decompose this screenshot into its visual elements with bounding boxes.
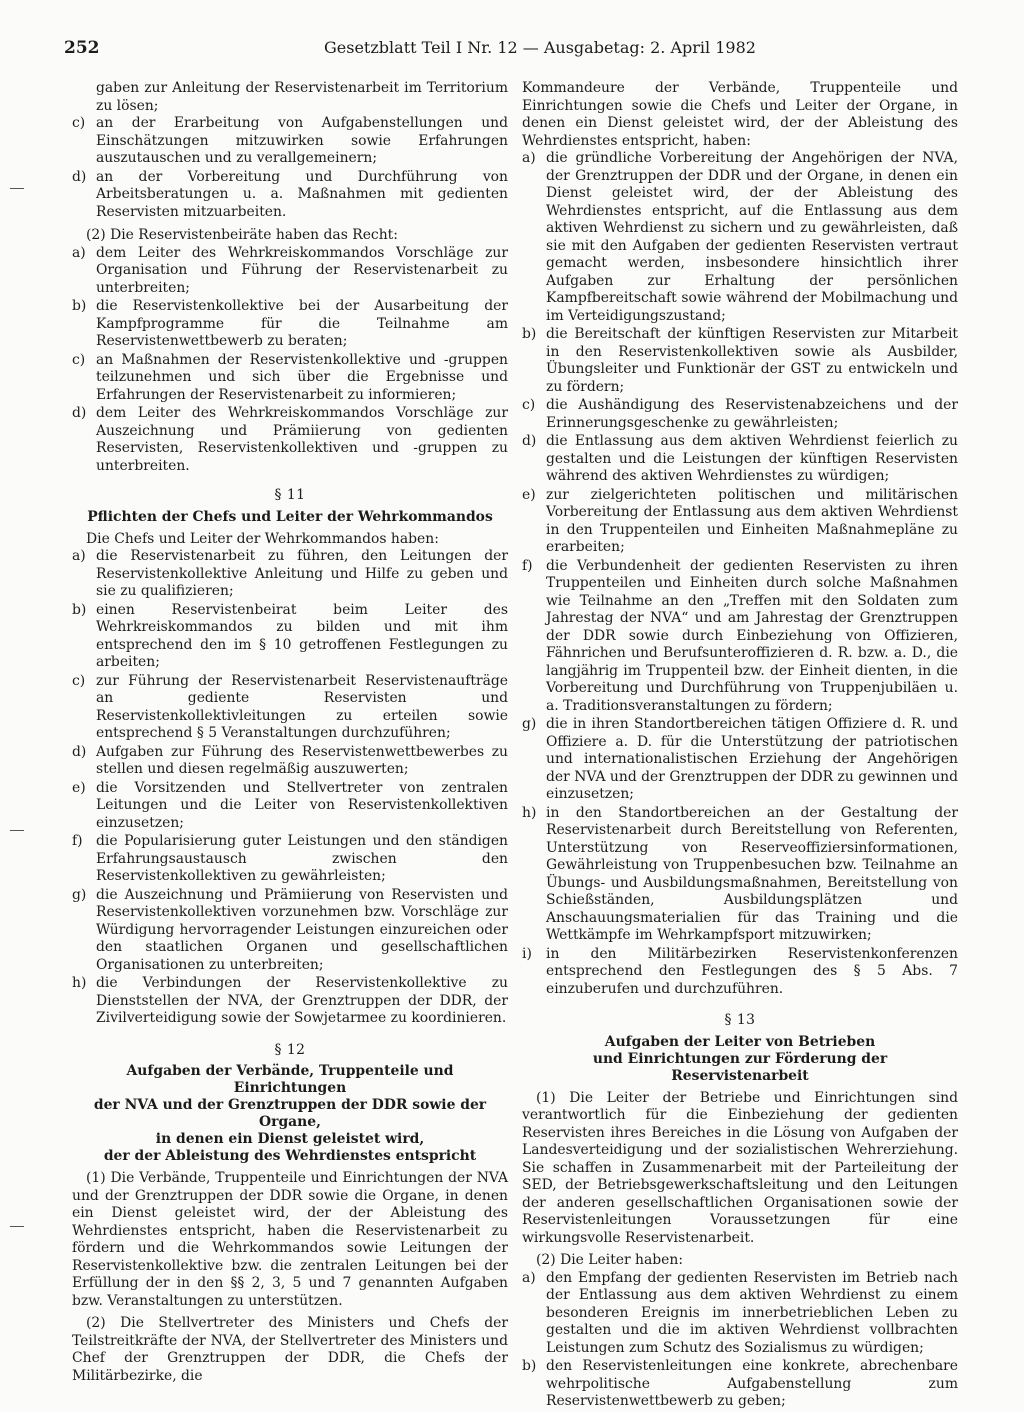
heading-line: Aufgaben der Leiter von Betrieben (604, 1033, 876, 1050)
list-item (72, 548, 508, 601)
item-label: g) (522, 716, 537, 732)
item-text: den Reservistenleitungen eine konkrete, abrechenbare wehrpolitische Aufgabenstellung zum Reservistenwettbewerb zu geben; (546, 1358, 958, 1409)
item-text: in den Standortbereichen an der Gestaltung der Reservistenarbeit durch Bereitstellung von Referenten, Unterstützung von Reserveoffiziersinformationen, Gewährleistung von Truppenbesuchen bzw. Teilnahme an Übungs- und Ausbildungsmaßnahmen, Bereitstellung von Schießständen, Ausbildungsplätzen und Anschauungsmaterialien für das Training und die Wettkämpfe im Wehrkampfsport mitzuwirken; (546, 804, 958, 943)
item-label: i) (522, 945, 532, 962)
s10-items-b (72, 245, 508, 476)
item-text: die gründliche Vorbereitung der Angehörigen der NVA, der Grenztruppen der DDR und der Organe, in denen ein Dienst geleistet wird, der der Ableistung des Wehrdienstes entspricht, auf die Entlassung aus dem aktiven Wehrdienst zu sichern und zu gewährleisten, daß sie mit den Aufgaben der gedienten Reservisten vertraut gemacht werden, insbesondere hinsichtlich ihrer Aufgaben zur Erhaltung der persönlichen Kampfbereitschaft sowie während der Mobilmachung und im Verteidigungszustand; (546, 150, 958, 324)
item-label: c) (72, 115, 86, 131)
s10-items-a (72, 115, 508, 221)
item-text: an der Erarbeitung von Aufgabenstellungen und Einschätzungen mitzuwirken sowie Erfahrungen auszutauschen und zu verallgemeinern; (96, 115, 508, 166)
s11-items (72, 548, 508, 1028)
paragraph: Die Chefs und Leiter der Wehrkommandos haben: (86, 530, 439, 547)
list-item (72, 833, 508, 886)
item-text: die Aushändigung des Reservistenabzeichens und der Erinnerungsgeschenke zu gewährleisten; (546, 397, 958, 431)
heading-line: und Einrichtungen zur Förderung der Reservistenarbeit (592, 1050, 888, 1084)
item-label: b) (522, 326, 537, 342)
item-text: die Verbindungen der Reservistenkollektive zu Dienststellen der NVA, der Grenztruppen der DDR, der Zivilverteidigung sowie der Sowjetarmee zu koordinieren. (96, 975, 508, 1026)
list-item (72, 405, 508, 475)
item-label: a) (522, 150, 536, 166)
margin-mark (10, 1226, 24, 1227)
item-label: d) (72, 168, 87, 185)
section-number: § 12 (274, 1041, 306, 1058)
s13-items (522, 1270, 958, 1411)
item-text: zur Führung der Reservistenarbeit Reservistenaufträge an gediente Reservisten und Reservistenkollektivleitungen zu erteilen sowie entsprechend § 5 Veranstaltungen durchzuführen; (96, 672, 508, 741)
item-text: die Verbundenheit der gedienten Reservisten zu ihren Truppenteilen und Einheiten durch solche Maßnahmen wie Teilnahme an den „Treffen mit den Soldaten zum Jahrestag der NVA“ und am Jahrestag der Grenztruppen der DDR sowie durch Einbeziehung von Offizieren, Fähnrichen und Berufsunteroffizieren d. R. bzw. a. D., die langjährig im Truppenteil bzw. der Einheit dienten, in die Vorbereitung und Durchführung von Truppenjubiläen u. a. Traditionsveranstaltungen zu fördern; (546, 557, 958, 714)
section-heading: Pflichten der Chefs und Leiter der Wehrkommandos (87, 508, 493, 525)
list-item (522, 805, 958, 945)
section-number: § 13 (724, 1012, 756, 1028)
paragraph: (2) Die Reservistenbeiräte haben das Recht: (86, 227, 398, 243)
list-item (72, 115, 508, 168)
list-item (522, 487, 958, 557)
page-number: 252 (64, 38, 100, 58)
item-label: g) (72, 886, 87, 903)
list-item (72, 887, 508, 975)
item-text: die Bereitschaft der künftigen Reservisten zur Mitarbeit in den Reservistenkollektiven sowie als Ausbilder, Übungsleiter und Funktionär der GST zu entwickeln und zu fördern; (546, 326, 958, 395)
item-label: a) (522, 1269, 536, 1286)
item-text: den Empfang der gedienten Reservisten im Betrieb nach der Entlassung aus dem aktiven Wehrdienst zu einem besonderen Ereignis im innerbetrieblichen Leben zu gestalten und die im aktiven Wehrdienst vollbrachten Leistungen zum Schutz des Sozialismus zu würdigen; (546, 1269, 958, 1356)
list-item (522, 716, 958, 804)
s12-items (522, 150, 958, 998)
list-item (522, 1270, 958, 1358)
list-item (522, 1358, 958, 1411)
section-heading (72, 1063, 508, 1165)
item-text: die Entlassung aus dem aktiven Wehrdienst feierlich zu gestalten und die Leistungen der künftigen Reservisten während des aktiven Wehrdienstes zu würdigen; (546, 433, 958, 484)
continued-text: Kommandeure der Verbände, Truppenteile und Einrichtungen sowie die Chefs und Leiter der Organe, in denen ein Dienst geleistet wird, der der Ableistung des Wehrdienstes entspricht, haben: (522, 80, 958, 149)
item-text: die Reservistenkollektive bei der Ausarbeitung der Kampfprogramme für die Teilnahme am Reservistenwettbewerb zu beraten; (96, 298, 508, 349)
margin-mark (10, 188, 24, 189)
item-label: c) (72, 351, 86, 368)
item-label: c) (522, 397, 536, 413)
item-label: b) (72, 298, 87, 314)
list-item (72, 744, 508, 779)
item-label: c) (72, 672, 86, 689)
paragraph: (2) Die Stellvertreter des Ministers und Chefs der Teilstreitkräfte der NVA, der Stellvertreter des Ministers und Chef der Grenztruppen der DDR, die Chefs der Militärbezirke, die (72, 1315, 508, 1384)
item-label: d) (72, 743, 87, 760)
item-text: in den Militärbezirken Reservistenkonferenzen entsprechend den Festlegungen des § 5 Abs. 7 einzuberufen und durchzuführen. (546, 945, 958, 997)
heading-line: Aufgaben der Verbände, Truppenteile und Einrichtungen (126, 1063, 454, 1096)
item-text: die Reservistenarbeit zu führen, den Leitungen der Reservistenkollektive Anleitung und Hilfe zu geben und sie zu qualifizieren; (96, 548, 508, 599)
list-item (522, 397, 958, 432)
heading-line: in denen ein Dienst geleistet wird, (155, 1131, 425, 1147)
item-label: h) (72, 975, 87, 991)
list-item (522, 433, 958, 486)
item-text: an der Vorbereitung und Durchführung von Arbeitsberatungen u. a. Maßnahmen mit gedienten Reservisten mitzuarbeiten. (96, 168, 508, 220)
list-item (72, 602, 508, 672)
item-text: dem Leiter des Wehrkreiskommandos Vorschläge zur Auszeichnung und Prämiierung von gedienten Reservisten, Reservistenkollektiven und -gruppen zu unterbreiten. (96, 405, 508, 474)
item-text: die Popularisierung guter Leistungen und den ständigen Erfahrungsaustausch zwischen den Reservistenkollektiven zu gewährleisten; (96, 833, 508, 884)
item-label: f) (72, 833, 83, 849)
section-number: § 11 (274, 487, 306, 503)
item-label: b) (522, 1358, 537, 1374)
list-item (72, 780, 508, 833)
continued-text: gaben zur Anleitung der Reservistenarbeit im Territorium zu lösen; (96, 80, 508, 114)
item-label: e) (522, 486, 536, 503)
item-text: zur zielgerichteten politischen und militärischen Vorbereitung der Entlassung aus dem aktiven Wehrdienst in den Truppenteilen und Einheiten Maßnahmepläne zu erarbeiten; (546, 486, 958, 555)
list-item (522, 558, 958, 716)
heading-line: der der Ableistung des Wehrdienstes entspricht (103, 1148, 477, 1164)
list-item (72, 673, 508, 743)
item-label: h) (522, 804, 537, 821)
item-text: an Maßnahmen der Reservistenkollektive und -gruppen teilzunehmen und sich über die Ergebnisse und Erfahrungen der Reservistenarbeit zu informieren; (96, 351, 508, 403)
item-label: a) (72, 548, 86, 564)
item-text: Aufgaben zur Führung des Reservistenwettbewerbes zu stellen und diesen regelmäßig auszuwerten; (96, 743, 508, 777)
list-item (522, 946, 958, 999)
item-label: d) (72, 405, 87, 421)
list-item (72, 975, 508, 1028)
list-item (72, 298, 508, 351)
page-header (64, 38, 964, 62)
list-item (72, 245, 508, 298)
list-item (72, 169, 508, 222)
left-column (72, 80, 508, 1385)
list-item (72, 352, 508, 405)
item-label: b) (72, 601, 87, 618)
list-item (522, 326, 958, 396)
item-label: d) (522, 433, 537, 449)
item-text: einen Reservistenbeirat beim Leiter des Wehrkreiskommandos zu bilden und mit ihm entsprechend den im § 10 getroffenen Festlegungen zu arbeiten; (96, 601, 508, 670)
item-text: die Vorsitzenden und Stellvertreter von zentralen Leitungen und die Leiter von Reservistenkollektiven einzusetzen; (96, 779, 508, 831)
gazette-title: Gesetzblatt Teil I Nr. 12 — Ausgabetag: 2. April 1982 (324, 38, 756, 57)
item-label: a) (72, 244, 86, 261)
item-text: dem Leiter des Wehrkreiskommandos Vorschläge zur Organisation und Führung der Reservistenarbeit zu unterbreiten; (96, 244, 508, 296)
item-label: f) (522, 557, 533, 574)
heading-line: der NVA und der Grenztruppen der DDR sowie der Organe, (93, 1097, 487, 1130)
paragraph: (1) Die Verbände, Truppenteile und Einrichtungen der NVA und der Grenztruppen der DDR sowie die Organe, in denen ein Dienst geleistet wird, der der Ableistung des Wehrdienstes entspricht, haben die Reservistenarbeit zu fördern und die Wehrkommandos sowie Leitungen der Reservistenkollektive bzw. die zentralen Leitungen bei der Erfüllung der in den §§ 2, 3, 5 und 7 genannten Aufgaben bzw. Veranstaltungen zu unterstützen. (72, 1170, 508, 1309)
paragraph: (2) Die Leiter haben: (536, 1252, 684, 1268)
item-text: die Auszeichnung und Prämiierung von Reservisten und Reservistenkollektiven vorzunehmen bzw. Vorschläge zur Würdigung hervorragender Leistungen einzureichen oder den staatlichen Organen und gesellschaftlichen Organisationen zu unterbreiten; (96, 886, 508, 973)
section-heading (522, 1034, 958, 1085)
paragraph: (1) Die Leiter der Betriebe und Einrichtungen sind verantwortlich für die Einbeziehung der gedienten Reservisten ihres Bereiches in die Lösung von Aufgaben der Landesverteidigung und der sozialistischen Wehrerziehung. Sie schaffen in Zusammenarbeit mit der Parteileitung der SED, der Betriebsgewerkschaftsleitung und den Leitungen der anderen gesellschaftlichen Organisationen sowie der Reservistenleitungen Voraussetzungen für eine wirkungsvolle Reservistenarbeit. (522, 1089, 958, 1246)
right-column (522, 80, 958, 1412)
item-label: e) (72, 779, 86, 796)
list-item (522, 150, 958, 325)
margin-mark (10, 830, 24, 831)
item-text: die in ihren Standortbereichen tätigen Offiziere d. R. und Offiziere a. D. für die Unterstützung der patriotischen und internationalistischen Erziehung der Angehörigen der NVA und der Grenztruppen der DDR zu gewinnen und einzusetzen; (546, 716, 958, 802)
